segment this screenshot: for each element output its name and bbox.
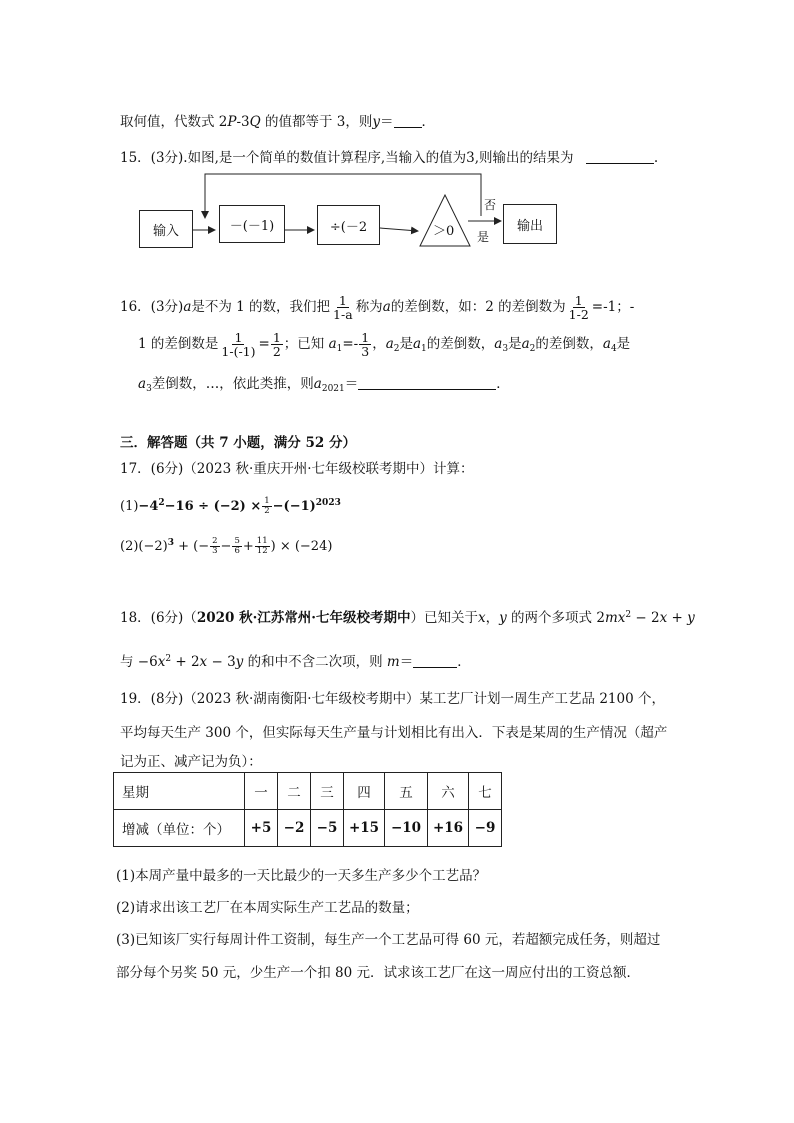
answer-blank[interactable] — [586, 151, 654, 164]
table-cell: −9 — [469, 810, 502, 847]
table-cell: 七 — [469, 773, 502, 810]
table-header-cell: 星期 — [114, 773, 245, 810]
table-cell: −2 — [278, 810, 311, 847]
fraction: $\frac{1}{3}$ — [361, 329, 370, 359]
label-yes: 是 — [477, 230, 490, 244]
table-header-cell: 增减（单位：个） — [114, 810, 245, 847]
question-19-line-3: 记为正、减产记为负）： — [120, 754, 262, 770]
table-row — [114, 810, 502, 847]
table-cell: 一 — [245, 773, 278, 810]
table-cell: +16 — [428, 810, 469, 847]
line-top: 取何值，代数式 2P-3Q 的值都等于 3，则y＝ ． — [120, 114, 436, 130]
question-17-expr-2: $(2)(-2)^3$ + (− $\frac{2}{3}$ − $\frac{5}{6}$ + $\frac{11}{12}$ ) × (−24) — [120, 536, 333, 556]
question-19-line-2: 平均每天生产 300 个，但实际每天生产量与计划相比有出入．下表是某周的生产情况（超产 — [120, 725, 668, 741]
section-title: 三．解答题（共 7 小题，满分 52 分） — [120, 435, 356, 451]
output-box: 输出 — [503, 204, 557, 244]
question-17-header: 17．(6分)（2023 秋·重庆开州·七年级校联考期中）计算： — [120, 461, 474, 477]
table-cell: 三 — [311, 773, 344, 810]
table-cell: +5 — [245, 810, 278, 847]
question-16-line-1: 16．(3分)a是不为 1 的数，我们把 $\frac{1}{1-a}$ 称为a的差倒数，如：2 的差倒数为 $\frac{1}{1-2}$ =-1；- — [120, 292, 635, 322]
question-19-line-1: 19．(8分)（2023 秋·湖南衡阳·七年级校考期中）某工艺厂计划一周生产工艺品 2100 个， — [120, 691, 665, 707]
fraction: $\frac{2}{3}$ — [212, 536, 218, 556]
input-box: 输入 — [139, 210, 193, 248]
table-cell: 四 — [344, 773, 385, 810]
flowchart — [0, 168, 794, 258]
fraction: $\frac{1}{2}$ — [272, 329, 281, 359]
table-cell: 六 — [428, 773, 469, 810]
question-16-line-2: 1 的差倒数是 $\frac{1}{1-(-1)}$ = $\frac{1}{2}$ ；已知 $a_1=-$ $\frac{1}{3}$ ，$a_2$是$a_1$的差倒数，$a_3$是$a_2$的差倒数，$a_4$是 — [138, 329, 631, 359]
question-18-line-1: 18．(6分)（2020 秋·江苏常州·七年级校考期中）已知关于x，y 的两个多项式 $2mx^2 - 2x + y$ — [120, 610, 695, 626]
fraction: $\frac{1}{1-(-1)}$ — [221, 329, 256, 359]
question-19-sub-3b: 部分每个另奖 50 元，少生产一个扣 80 元．试求该工艺厂在这一周应付出的工资总额． — [116, 965, 641, 981]
step-subtract-box: －(－1) — [219, 205, 285, 243]
fraction: $\frac{1}{1-a}$ — [333, 292, 353, 322]
fraction: $\frac{1}{2}$ — [264, 496, 270, 516]
question-18-line-2: 与 $-6x^2 + 2x - 3y$ 的和中不含二次项，则 m＝ ． — [120, 654, 471, 670]
table-cell: +15 — [344, 810, 385, 847]
table-cell: −10 — [385, 810, 428, 847]
step-divide-box: ÷(－2 — [317, 205, 380, 245]
fraction: $\frac{5}{6}$ — [234, 536, 240, 556]
question-16-line-3: $a_3$差倒数，…，依此类推，则$a_{2021}=$ ． — [138, 376, 510, 394]
decision-label: ＞0 — [433, 224, 455, 239]
label-no: 否 — [484, 198, 497, 212]
question-15: 15．(3分).如图,是一个简单的数值计算程序,当输入的值为3,则输出的结果为 . — [120, 150, 659, 166]
fraction: $\frac{1}{1-2}$ — [568, 292, 589, 322]
question-17-expr-1: $(1)-4^2-16 \div (-2)$ × $\frac{1}{2}$ $-(-1)^{2023}$ — [120, 496, 341, 516]
fraction: $\frac{11}{12}$ — [256, 536, 268, 556]
answer-blank[interactable] — [413, 655, 457, 668]
question-19-sub-3a: (3)已知该厂实行每周计件工资制，每生产一个工艺品可得 60 元，若超额完成任务，则超过 — [116, 932, 661, 948]
question-19-sub-2: (2)请求出该工艺厂在本周实际生产工艺品的数量； — [116, 900, 419, 916]
answer-blank[interactable] — [358, 377, 496, 390]
production-table — [113, 772, 502, 847]
question-19-sub-1: (1)本周产量中最多的一天比最少的一天多生产多少个工艺品？ — [116, 868, 487, 884]
table-cell: −5 — [311, 810, 344, 847]
arrow-3 — [380, 228, 418, 231]
table-row — [114, 773, 502, 810]
table-cell: 二 — [278, 773, 311, 810]
answer-blank[interactable] — [394, 115, 422, 128]
table-cell: 五 — [385, 773, 428, 810]
